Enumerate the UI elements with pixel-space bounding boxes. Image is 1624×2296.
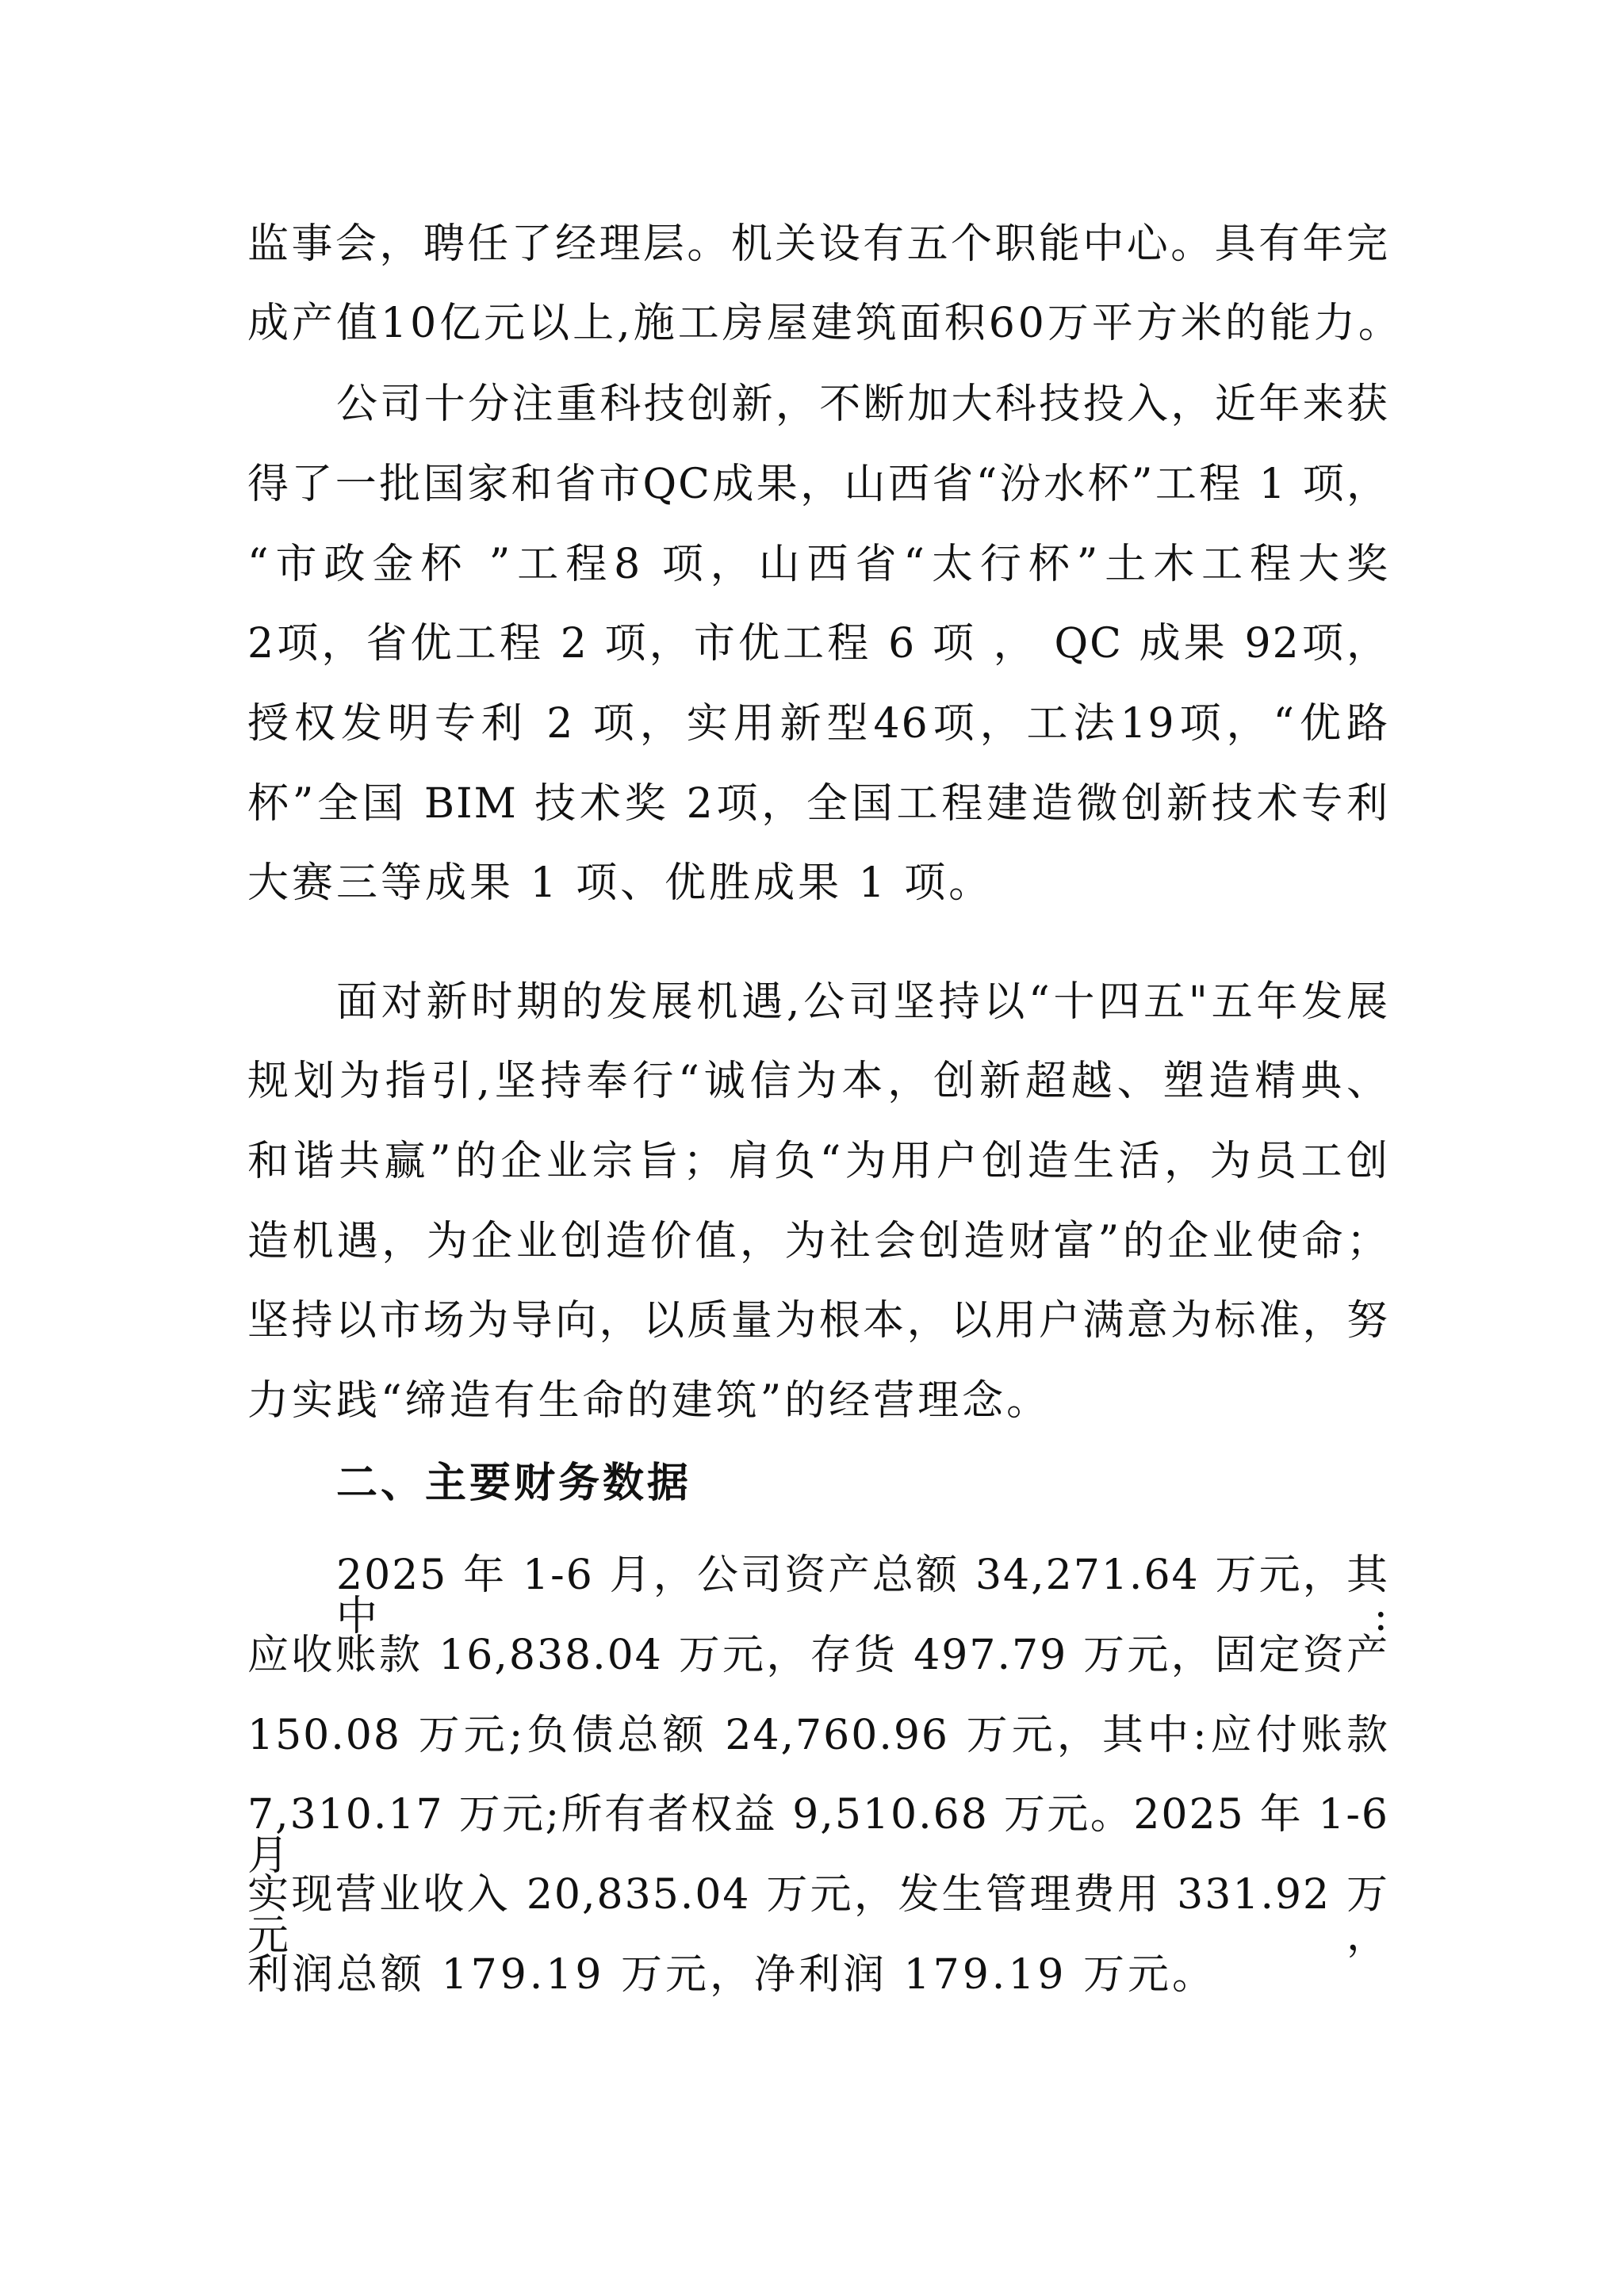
paragraph-3-line-2: 规划为指引,坚持奉行“诚信为本，创新超越、塑造精典、 — [247, 1058, 1389, 1105]
paragraph-1-line-2: 成产值10亿元以上,施工房屋建筑面积60万平方米的能力。 — [247, 300, 1403, 347]
paragraph-2-line-6: 杯”全国 BIM 技术奖 2项，全国工程建造微创新技术专利 — [247, 780, 1389, 828]
financial-paragraph-line-2: 应收账款 16,838.04 万元，存货 497.79 万元，固定资产 — [247, 1632, 1389, 1679]
paragraph-1-line-1: 监事会，聘任了经理层。机关设有五个职能中心。具有年完 — [247, 220, 1389, 268]
financial-paragraph-line-3: 150.08 万元;负债总额 24,760.96 万元，其中:应付账款 — [247, 1712, 1389, 1759]
paragraph-2-line-2: 得了一批国家和省市QC成果，山西省“汾水杯”工程 1 项， — [247, 461, 1389, 508]
paragraph-3-line-4: 造机遇，为企业创造价值，为社会创造财富”的企业使命； — [247, 1218, 1389, 1265]
paragraph-3-line-1: 面对新时期的发展机遇,公司坚持以“十四五"五年发展 — [336, 978, 1389, 1026]
section-heading-financial-data: 二、主要财务数据 — [336, 1460, 692, 1507]
financial-paragraph-line-5: 实现营业收入 20,835.04 万元，发生管理费用 331.92 万元， — [247, 1871, 1389, 1960]
financial-paragraph-line-4: 7,310.17 万元;所有者权益 9,510.68 万元。2025 年 1-6 月 — [247, 1791, 1389, 1880]
paragraph-2-line-7: 大赛三等成果 1 项、优胜成果 1 项。 — [247, 859, 994, 907]
financial-paragraph-line-1: 2025 年 1-6 月，公司资产总额 34,271.64 万元，其中: — [336, 1552, 1389, 1640]
paragraph-2-line-4: 2项，省优工程 2 项，市优工程 6 项 ， QC 成果 92项， — [247, 620, 1389, 668]
financial-paragraph-line-6: 利润总额 179.19 万元，净利润 179.19 万元。 — [247, 1951, 1217, 1999]
paragraph-2-line-5: 授权发明专利 2 项，实用新型46项，工法19项，“优路 — [247, 700, 1389, 748]
paragraph-3-line-6: 力实践“缔造有生命的建筑”的经营理念。 — [247, 1377, 1051, 1425]
paragraph-3-line-3: 和谐共赢”的企业宗旨；肩负“为用户创造生活，为员工创 — [247, 1138, 1389, 1185]
paragraph-2-line-1: 公司十分注重科技创新，不断加大科技投入，近年来获 — [336, 381, 1389, 428]
paragraph-3-line-5: 坚持以市场为导向，以质量为根本，以用户满意为标准，努 — [247, 1297, 1389, 1345]
paragraph-2-line-3: “市政金杯 ”工程8 项，山西省“太行杯”土木工程大奖 — [247, 541, 1389, 588]
